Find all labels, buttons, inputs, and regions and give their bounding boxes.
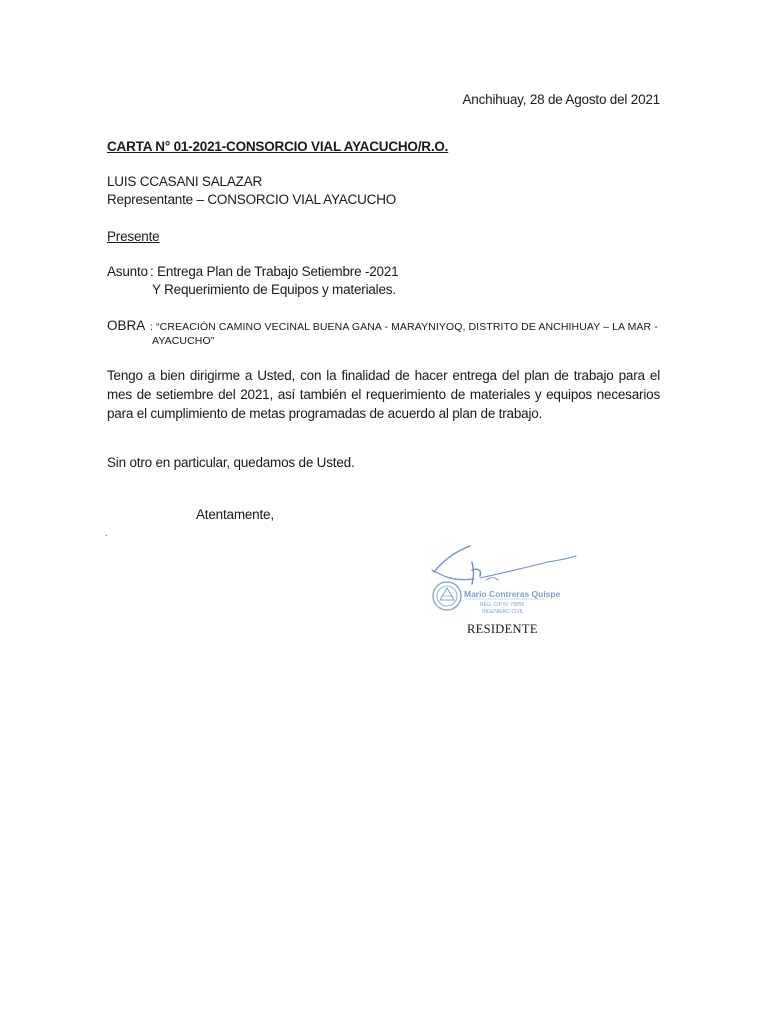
greeting: Presente [107,229,160,244]
letter-title: CARTA N° 01-2021-CONSORCIO VIAL AYACUCHO/R.O. [107,139,449,154]
obra-line-2: AYACUCHO” [152,335,215,347]
asunto-line-1: : Entrega Plan de Trabajo Setiembre -2021 [150,264,399,279]
recipient-name: LUIS CCASANI SALAZAR [107,174,263,189]
seal-icon [433,582,461,610]
obra-label: OBRA [107,318,146,333]
signature-stamp [428,540,580,618]
stray-mark: . [105,528,108,539]
svg-text:INGENIERO CIVIL: INGENIERO CIVIL [482,609,524,615]
sign-off: Atentamente, [196,507,274,522]
asunto-label: Asunto [107,264,148,279]
svg-text:Mario Contreras Quispe: Mario Contreras Quispe [464,589,561,599]
closing-line: Sin otro en particular, quedamos de Usted. [107,455,355,470]
svg-text:REG. CIP Nº 79058: REG. CIP Nº 79058 [480,602,524,608]
signature-icon [432,546,576,584]
body-paragraph: Tengo a bien dirigirme a Usted, con la finalidad de hacer entrega del plan de trabajo para el mes de setiembre del 2021, así también el requerimiento de materiales y equipos necesarios para el cumplimiento de metas programadas de acuerdo al plan de trabajo. [107,368,660,421]
recipient-role: Representante – CONSORCIO VIAL AYACUCHO [107,192,397,207]
asunto-line-2: Y Requerimiento de Equipos y materiales. [152,282,396,297]
date-line: Anchihuay, 28 de Agosto del 2021 [462,92,660,107]
obra-line-1: : “CREACIÓN CAMINO VECINAL BUENA GANA - MARAYNIYOQ, DISTRITO DE ANCHIHUAY – LA MAR - [150,321,658,333]
signatory-position: RESIDENTE [467,622,538,636]
stamp-text [464,589,561,615]
